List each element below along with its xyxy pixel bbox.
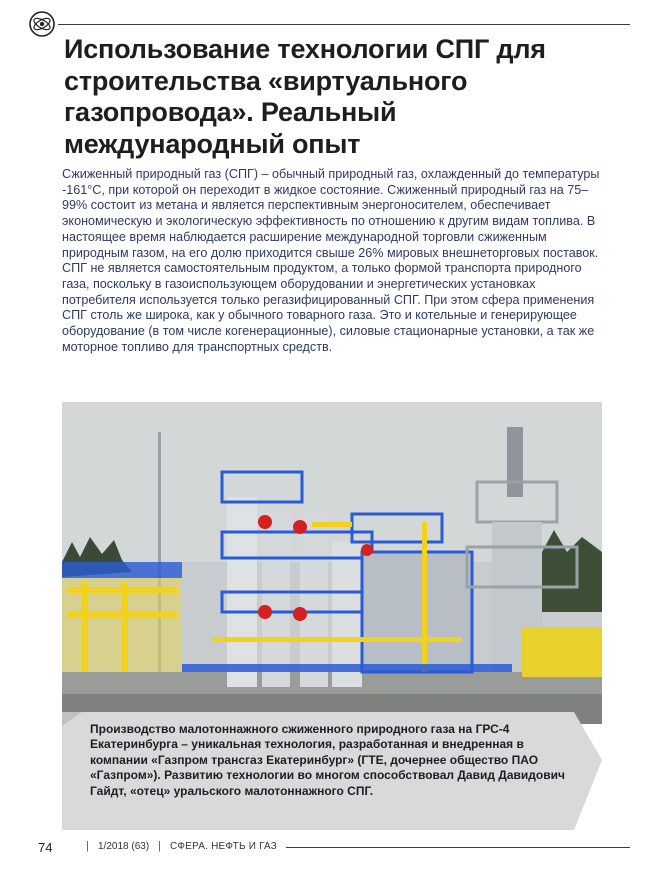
article-title: Использование технологии СПГ для строительства «виртуального газопровода». Реальный международный опыт [64, 34, 546, 159]
issue-number: 1/2018 (63) [98, 841, 150, 852]
atom-gear-icon [28, 10, 56, 38]
journal-name: СФЕРА. НЕФТЬ И ГАЗ [170, 841, 278, 852]
footer-separator: | [86, 840, 89, 852]
photo-caption: Производство малотоннажного сжиженного природного газа на ГРС-4 Екатеринбурга – уникальная технология, разработанная и внедренная в компании «Газпром трансгаз Екатеринбург» (ГТЕ, дочернее общество ПАО «Газпром»). Развитию технологии во многом способствовал Давид Давидович Гайдт, «отец» уральского малотоннажного СПГ. [90, 722, 565, 798]
lng-plant-photo [62, 402, 602, 724]
article-intro: Сжиженный природный газ (СПГ) – обычный природный газ, охлажденный до температуры -161°С, при которой он переходит в жидкое состояние. Сжиженный природный газ на 75–99% состоит из метана и является перспективным энергоносителем, обеспечивает экономическую и экологическую эффективность по отношению к другим видам топлива. В настоящее время наблюдается расширение международной торговли сжиженным природным газом, на его долю приходится свыше 26% мировых внешнеторговых поставок. СПГ не является самостоятельным продуктом, а только формой транспорта природного газа, поскольку в газоиспользующем оборудовании и энергетических установках потребителя используется только регазифицированный СПГ. При этом сфера применения СПГ столь же широка, как у обычного товарного газа. Это и котельные и генерирующее оборудование (в том числе когенерационные), силовые стационарные установки, а так же моторное топливо для транспортных средств. [62, 167, 600, 354]
footer-separator: | [158, 840, 161, 852]
header-rule [58, 24, 630, 25]
page-footer [28, 838, 630, 858]
footer-rule [286, 847, 630, 848]
photo-caption-box [62, 712, 602, 830]
page-number: 74 [38, 840, 53, 855]
